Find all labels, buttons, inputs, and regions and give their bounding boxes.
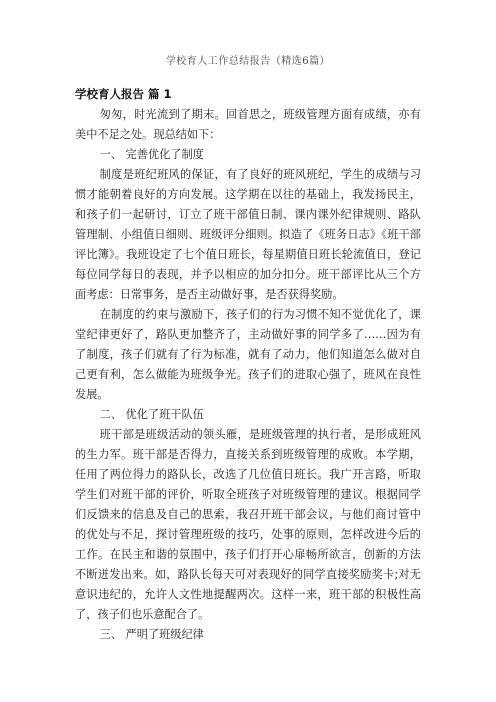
intro-paragraph: 匆匆，时光流到了期末。回首思之，班级管理方面有成绩，亦有美中不足之处。现总结如下： (75, 108, 421, 141)
section-title: 学校育人报告 篇 1 (75, 87, 172, 101)
subheading-2: 二、 优化了班干队伍 (99, 408, 204, 421)
subheading-3: 三、 严明了班级纪律 (99, 628, 204, 641)
document-header: 学校育人工作总结报告（精选6篇） (165, 56, 331, 67)
subheading-1: 一、 完善优化了制度 (99, 148, 204, 161)
document-body (75, 86, 421, 645)
paragraph-2: 在制度的约束与激励下，孩子们的行为习惯不知不觉优化了，课堂纪律更好了，路队更加整齐了，主动做好事的同学多了……因为有了制度，孩子们就有了行为标准，就有了动力，他们知道怎么做对自己更有利，怎么做能为班级争光。孩子们的进取心强了，班风在良性发展。 (75, 308, 421, 401)
paragraph-1: 制度是班纪班风的保证，有了良好的班风班纪，学生的成绩与习惯才能朝着良好的方向发展。这学期在以往的基础上，我发扬民主，和孩子们一起研讨，订立了班干部值日制、课内课外纪律规则、路队管理制、小组值日细则、班级评分细则。拟造了《班务日志》《班干部评比簿》。我班设定了七个值日班长，每星期值日班长轮流值日，登记每位同学每日的表现，并予以相应的加分扣分。班干部评比从三个方面考虑：日常事务，是否主动做好事，是否获得奖励。 (75, 168, 421, 301)
paragraph-3: 班干部是班级活动的领头雁，是班级管理的执行者，是形成班风的生力军。班干部是否得力，直接关系到班级管理的成败。本学期，任用了两位得力的路队长，改选了几位值日班长。我广开言路，听取学生们对班干部的评价，听取全班孩子对班级管理的建议。根据同学们反馈来的信息及自己的思索，我召开班干部会议，与他们商讨管中的优处与不足，探讨管理班级的技巧，处事的原则，怎样改进今后的工作。在民主和谐的氛围中，孩子们打开心扉畅所欲言，创新的方法不断迸发出来。如，路队长每天可对表现好的同学直接奖励奖卡;对无意识违纪的，允许人文性地提醒两次。这样一来，班干部的积极性高了，孩子们也乐意配合了。 (75, 428, 421, 621)
